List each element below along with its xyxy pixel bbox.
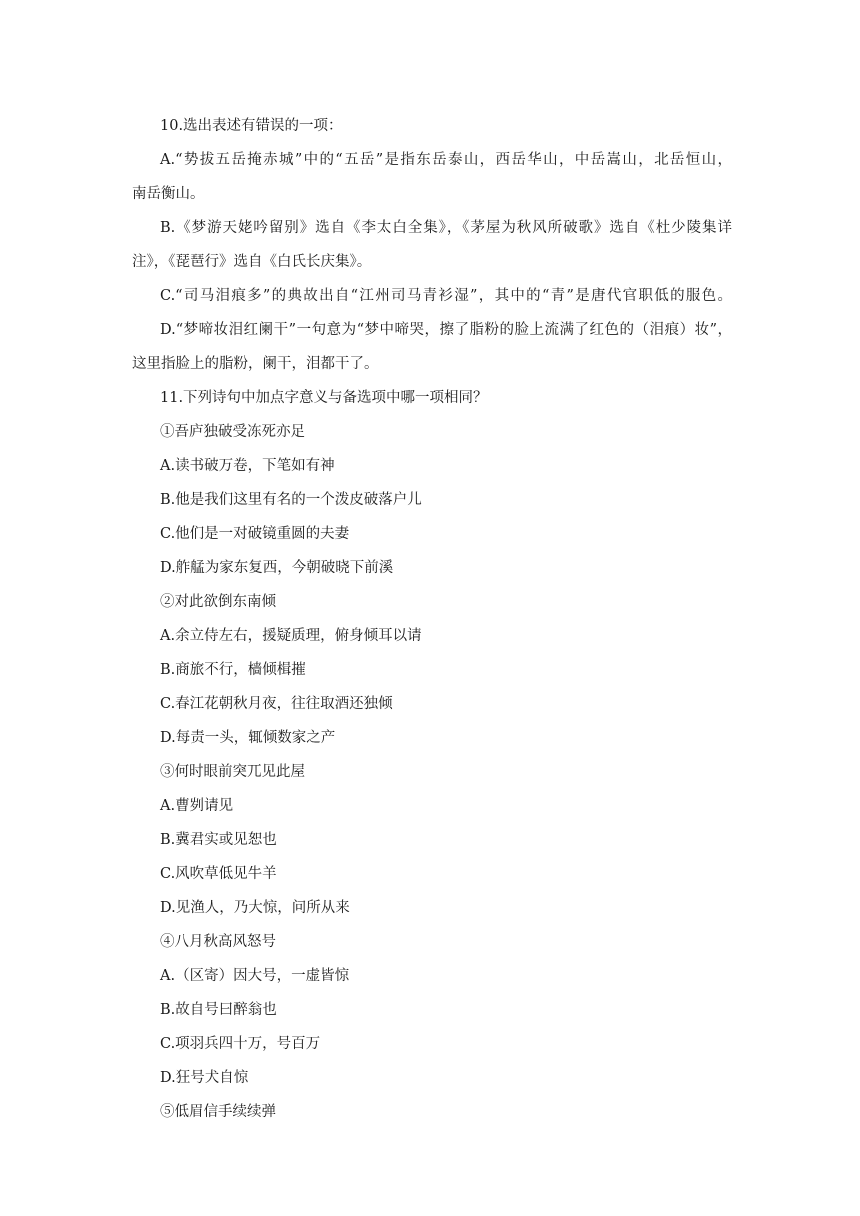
q11-group1-option-d: D.舴艋为家东复西，今朝破晓下前溪 — [160, 560, 394, 576]
q11-group2-option-b: B.商旅不行，樯倾楫摧 — [160, 662, 306, 678]
q10-option-b-line2: 注》，《琵琶行》选自《白氏长庆集》。 — [132, 254, 372, 270]
q11-stem: 11.下列诗句中加点字意义与备选项中哪一项相同？ — [160, 390, 488, 406]
q11-group1-option-c: C.他们是一对破镜重圆的夫妻 — [160, 526, 350, 542]
q11-group3-option-a: A.曹刿请见 — [160, 798, 234, 814]
q11-sentence-5: ⑤低眉信手续续弹 — [160, 1104, 276, 1120]
q11-group3-option-d: D.见渔人，乃大惊，问所从来 — [160, 900, 350, 916]
q11-group4-option-b: B.故自号曰醉翁也 — [160, 1002, 277, 1018]
q10-option-a-line2: 南岳衡山。 — [132, 186, 205, 202]
q11-group4-option-a: A.（区寄）因大号，一虚皆惊 — [160, 968, 350, 984]
q11-group4-option-c: C.项羽兵四十万，号百万 — [160, 1036, 321, 1052]
q10-option-d-line1: D.“梦啼妆泪红阑干”一句意为“梦中啼哭，擦了脂粉的脸上流满了红色的（泪痕）妆”， — [160, 322, 732, 338]
q11-group3-option-b: B.冀君实或见恕也 — [160, 832, 277, 848]
q10-option-b-line1: B.《梦游天姥吟留别》选自《李太白全集》，《茅屋为秋风所破歌》选自《杜少陵集详 — [160, 220, 732, 236]
q11-group2-option-a: A.余立侍左右，援疑质理，俯身倾耳以请 — [160, 628, 422, 644]
q11-sentence-4: ④八月秋高风怒号 — [160, 934, 276, 950]
q11-group1-option-a: A.读书破万卷，下笔如有神 — [160, 458, 335, 474]
q11-sentence-1: ①吾庐独破受冻死亦足 — [160, 424, 305, 440]
q11-sentence-2: ②对此欲倒东南倾 — [160, 594, 276, 610]
q11-group1-option-b: B.他是我们这里有名的一个泼皮破落户儿 — [160, 492, 422, 508]
q11-group2-option-c: C.春江花朝秋月夜，往往取酒还独倾 — [160, 696, 393, 712]
q11-group4-option-d: D.狂号犬自惊 — [160, 1070, 249, 1086]
q10-option-d-line2: 这里指脸上的脂粉，阑干，泪都干了。 — [132, 356, 379, 372]
q10-stem: 10.选出表述有错误的一项： — [160, 118, 343, 134]
question-content — [132, 109, 732, 1129]
q11-group3-option-c: C.风吹草低见牛羊 — [160, 866, 277, 882]
q11-group2-option-d: D.每责一头，辄倾数家之产 — [160, 730, 336, 746]
q11-sentence-3: ③何时眼前突兀见此屋 — [160, 764, 305, 780]
q10-option-a-line1: A.“势拔五岳掩赤城”中的“五岳”是指东岳泰山，西岳华山，中岳嵩山，北岳恒山， — [160, 152, 732, 168]
q10-option-c-line1: C.“司马泪痕多”的典故出自“江州司马青衫湿”，其中的“青”是唐代官职低的服色。 — [160, 288, 732, 304]
